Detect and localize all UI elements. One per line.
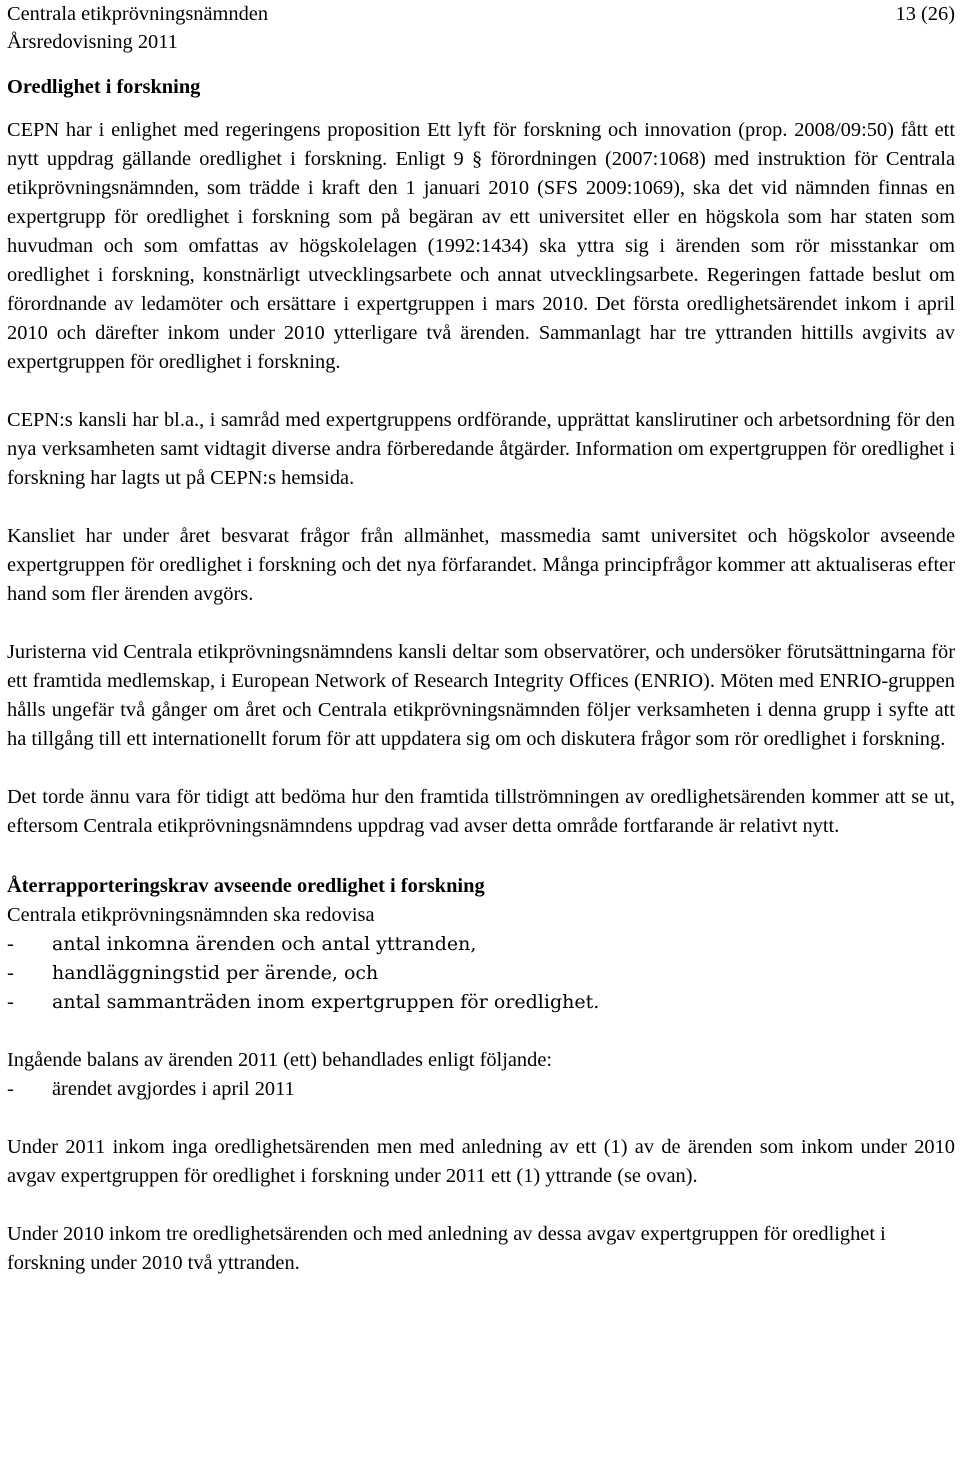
list-item-text: ärendet avgjordes i april 2011 [52,1078,295,1100]
dash-bullet: - [7,1078,14,1100]
paragraph-2011: Under 2011 inkom inga oredlighetsärenden men med anledning av ett (1) av de ärenden som inkom under 2010 avgav expertgruppen för oredlighet i forskning under 2011 ett (1) yttrande (se ovan). [7,1136,955,1187]
dash-bullet: - [7,962,14,984]
paragraph-secretariat: CEPN:s kansli har bl.a., i samråd med expertgruppens ordförande, upprättat kanslirutiner och arbetsordning för den nya verksamheten samt vidtagit diverse andra förberedande åtgärder. Information om expertgruppen för oredlighet i forskning har lagts ut på CEPN:s hemsida. [7,409,955,489]
section-title: Oredlighet i forskning [7,76,201,98]
page-number: 13 (26) [895,3,955,25]
list-item-text: antal inkomna ärenden och antal yttranden, [52,933,477,955]
reporting-title: Återrapporteringskrav avseende oredlighet i forskning [7,875,485,897]
header-organization: Centrala etikprövningsnämnden [7,3,269,25]
list-item [7,959,955,988]
list-item [7,930,955,959]
dash-bullet: - [7,933,14,955]
page-header [7,0,955,58]
reporting-intro: Centrala etikprövningsnämnden ska redovisa [7,904,375,926]
paragraph-enrio: Juristerna vid Centrala etikprövningsnämndens kansli deltar som observatörer, och undersöker förutsättningarna för ett framtida medlemskap, i European Network of Research Integrity Offices (ENRIO). Möten med ENRIO-gruppen hålls ungefär två gånger om året och Centrala etikprövningsnämnden följer verksamheten i denna grupp i syfte att ha tillgång till ett internationellt forum för att uppdatera sig om och diskutera frågor som rör oredlighet i forskning. [7,641,955,750]
balance-list [7,1075,955,1104]
dash-bullet: - [7,991,14,1013]
paragraph-assignment: CEPN har i enlighet med regeringens proposition Ett lyft för forskning och innovation (prop. 2008/09:50) fått ett nytt uppdrag gällande oredlighet i forskning. Enligt 9 § förordningen (2007:1068) med instruktion för Centrala etikprövningsnämnden, som trädde i kraft den 1 januari 2010 (SFS 2009:1069), ska det vid nämnden finnas en expertgrupp för oredlighet i forskning som på begäran av ett universitet eller en högskola som har staten som huvudman och som omfattas av högskolelagen (1992:1434) ska yttra sig i ärenden som rör misstankar om oredlighet i forskning, konstnärligt utvecklingsarbete och annat utvecklingsarbete. Regeringen fattade beslut om förordnande av ledamöter och ersättare i expertgruppen i mars 2010. Det första oredlighetsärendet inkom i april 2010 och därefter inkom under 2010 ytterligare två ärenden. Sammanlagt har tre yttranden hittills avgivits av expertgruppen för oredlighet i forskning. [7,119,955,373]
reporting-list [7,930,955,1017]
header-report-title: Årsredovisning 2011 [7,31,178,53]
list-item [7,988,955,1017]
list-item-text: handläggningstid per ärende, och [52,962,379,984]
document-page [7,0,955,1278]
paragraph-inquiries: Kansliet har under året besvarat frågor från allmänhet, massmedia samt universitet och högskolor avseende expertgruppen för oredlighet i forskning och det nya förfarandet. Många principfrågor kommer att aktualiseras efter hand som fler ärenden avgörs. [7,525,955,605]
paragraph-2010: Under 2010 inkom tre oredlighetsärenden och med anledning av dessa avgav expertgruppen för oredlighet i forskning under 2010 två yttranden. [7,1223,886,1274]
list-item [7,1075,955,1104]
list-item-text: antal sammanträden inom expertgruppen för oredlighet. [52,991,600,1013]
balance-intro: Ingående balans av ärenden 2011 (ett) behandlades enligt följande: [7,1049,553,1071]
paragraph-outlook: Det torde ännu vara för tidigt att bedöma hur den framtida tillströmningen av oredlighetsärenden kommer att se ut, eftersom Centrala etikprövningsnämndens uppdrag vad avser detta område fortfarande är relativt nytt. [7,786,955,837]
